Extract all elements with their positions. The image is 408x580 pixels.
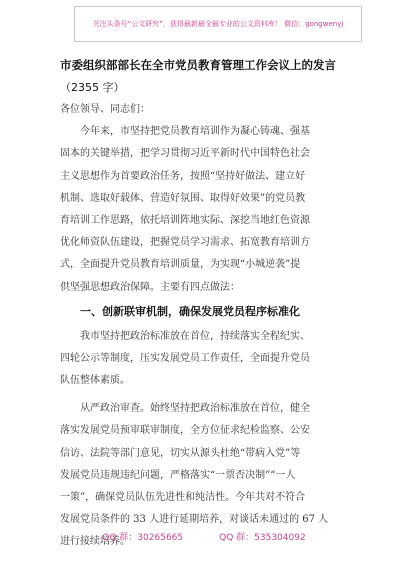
word-count: （2355 字） — [60, 81, 125, 94]
para3-line: 从严政治审查。始终坚持把政治标准放在首位，健全 — [80, 403, 310, 415]
para1-line: 育培训工作思路，依托培训阵地实际、深挖当地红色资源 — [60, 214, 310, 226]
para1-line: 今年来，市坚持把党员教育培训作为凝心铸魂、强基 — [80, 126, 310, 138]
para2-line: 四轮公示等制度，压实发展党员工作责任，全面提升党员 — [60, 352, 310, 364]
para3-line: 一策”，确保党员队伍先进性和纯洁性。今年共对不符合 — [60, 492, 306, 503]
para1-line: 优化师资队伍建设，把握党员学习需求、拓宽教育培训方 — [60, 237, 310, 249]
footer — [0, 530, 408, 543]
para3-line: 发展党员条件的 33 人进行延期培养，对谈话未通过的 67 人 — [60, 514, 329, 526]
header-banner — [74, 6, 362, 42]
para1-line: 固本的关键举措，把学习贯彻习近平新时代中国特色社会 — [60, 148, 310, 160]
para3-line: 信访、法院等部门意见，切实从源头杜绝“带病入党”等 — [60, 447, 301, 459]
document-body — [60, 99, 350, 554]
header-banner-text: 关注头条号“公文研究”，获得最新最全最专业的公文资料库！ 微信：gongwenyj — [92, 20, 344, 28]
para1-line: 式，全面提升党员教育培训质量，为实现“小城逆袭”提 — [60, 259, 301, 271]
para3-line: 发展党员违规违纪问题，严格落实“一票否决制”“一人 — [60, 469, 296, 481]
para2-line: 我市坚持把政治标准放在首位，持续落实全程纪实、 — [80, 330, 310, 342]
para1-line: 供坚强思想政治保障。主要有四点做法： — [60, 281, 240, 293]
para1-line: 主义思想作为首要政治任务，按照“坚持好做法、建立好 — [60, 170, 306, 182]
footer-qq-group-2: QQ 群：535304092 — [219, 533, 306, 543]
greeting: 各位领导、同志们： — [60, 104, 150, 115]
para3-line: 落实发展党员预审联审制度，全方位征求纪检监察、公安 — [60, 425, 310, 437]
para3-line: 进行接续培养。 — [60, 536, 130, 548]
para1-line: 机制、选取好载体、营造好氛围、取得好效果”的党员教 — [60, 192, 306, 204]
para2-line: 队伍整体素质。 — [60, 375, 130, 387]
document-title: 市委组织部部长在全市党员教育管理工作会议上的发言 — [60, 58, 336, 72]
section-heading: 一、创新联审机制，确保发展党员程序标准化 — [80, 304, 300, 318]
footer-qq-group-1: QQ 群：30265665 — [102, 533, 184, 543]
